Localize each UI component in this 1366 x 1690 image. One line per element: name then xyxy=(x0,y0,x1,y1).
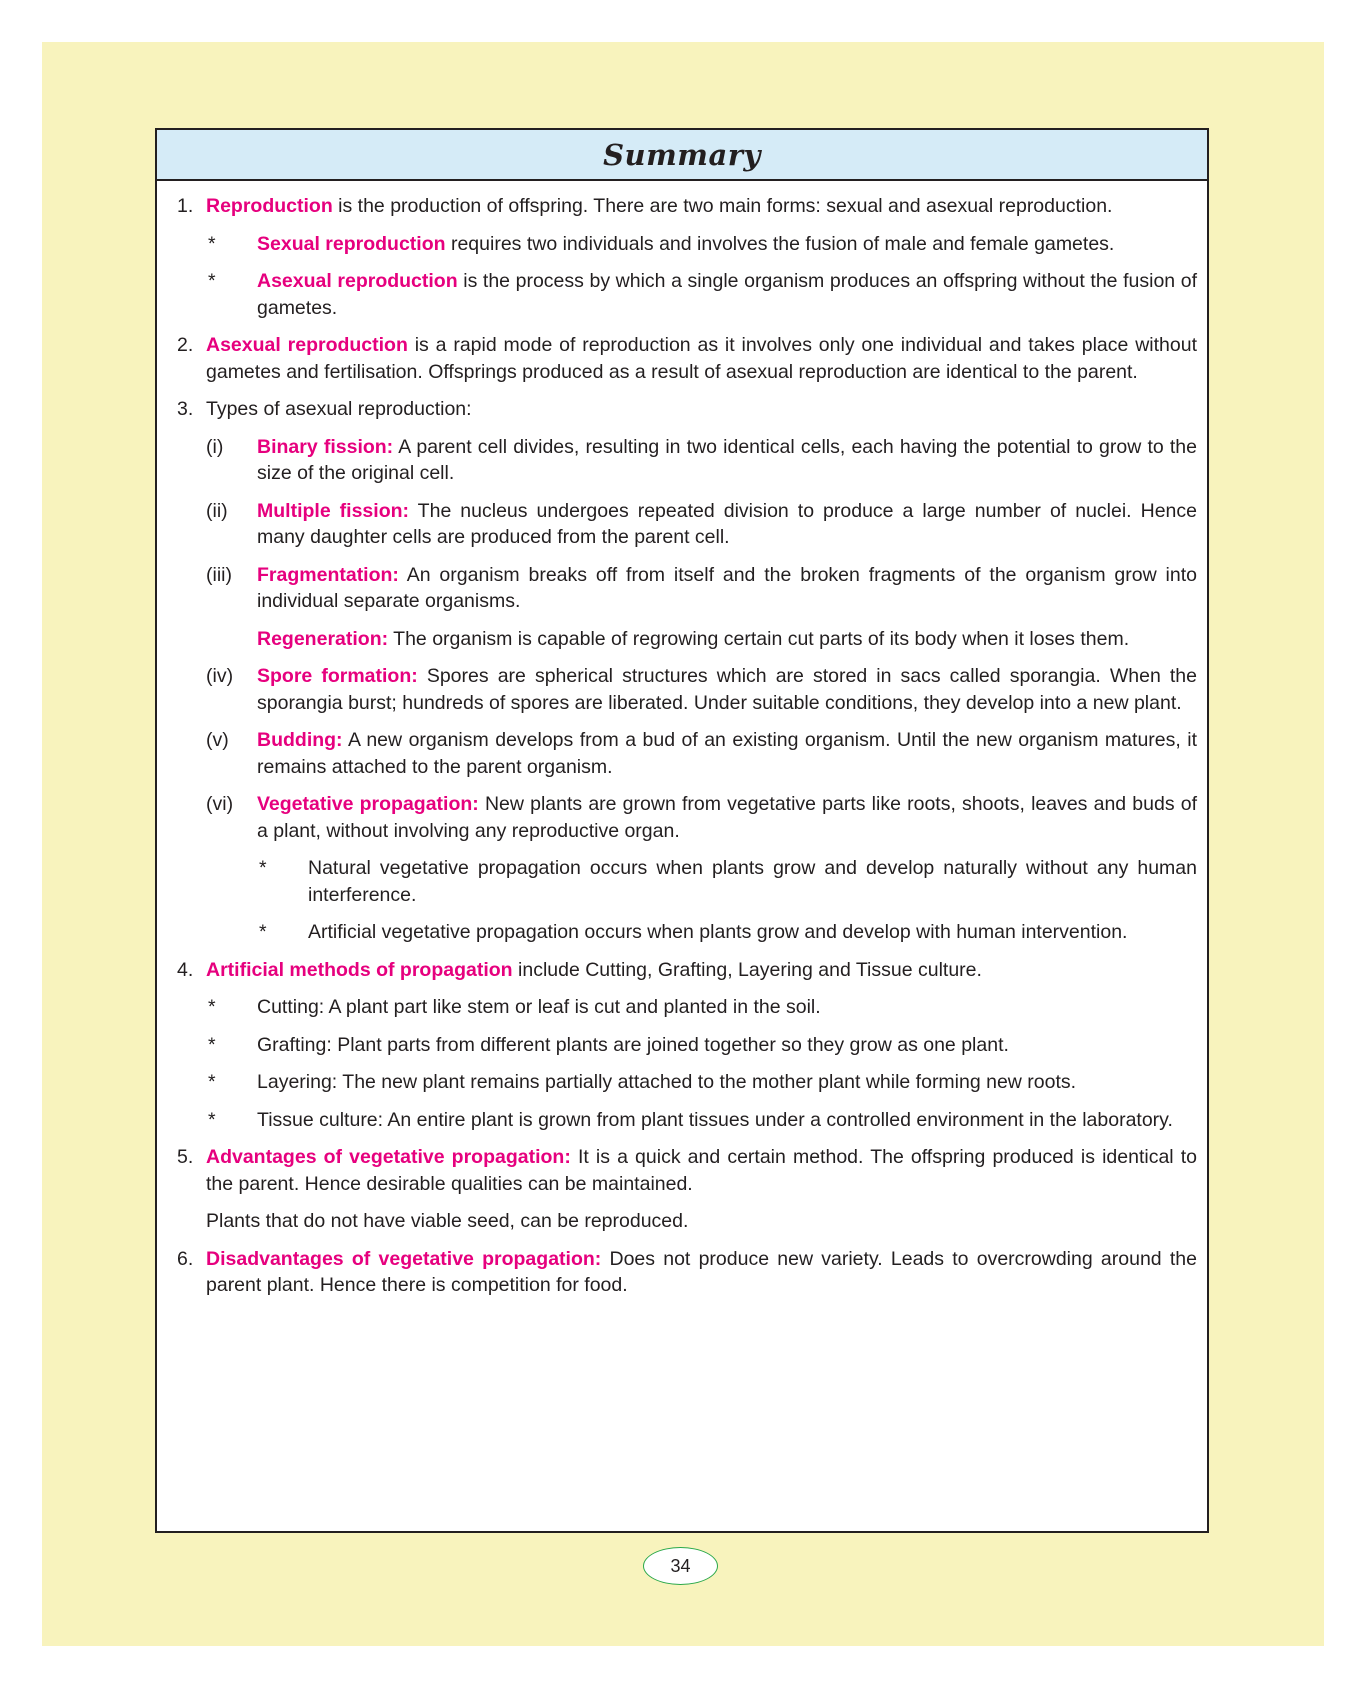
type-term: Spore formation: xyxy=(257,665,418,687)
item-number: 6. xyxy=(177,1247,194,1270)
sub-term: Sexual reproduction xyxy=(257,232,446,255)
summary-title: Summary xyxy=(603,137,761,172)
sub-item xyxy=(206,1032,1197,1059)
item-number: 2. xyxy=(177,334,194,356)
type-item-regeneration xyxy=(257,626,1197,653)
sub-item xyxy=(206,268,1197,321)
type-term: Budding: xyxy=(257,729,343,751)
item-text: include Cutting, Grafting, Layering and Tissue culture. xyxy=(512,958,982,981)
bullet-mark: * xyxy=(208,996,216,1018)
type-text: New plants are grown from vegetative parts like roots, shoots, leaves and buds of a plant, without involving any reproductive organ. xyxy=(257,793,1198,842)
item-number: 5. xyxy=(177,1146,194,1168)
bullet-mark: * xyxy=(208,1108,216,1131)
bullet-mark: * xyxy=(208,1033,216,1056)
type-text: The nucleus undergoes repeated division to produce a large number of nuclei. Hence many daughter cells are produced from the parent cell. xyxy=(257,499,1197,548)
type-text: An organism breaks off from itself and the broken fragments of the organism grow into individual separate organisms. xyxy=(257,563,1197,612)
type-term: Regeneration: xyxy=(257,627,389,650)
item-text: Does not produce new variety. Leads to overcrowding around the parent plant. Hence there is competition for food. xyxy=(206,1247,1197,1296)
bullet-mark: * xyxy=(208,232,216,255)
item-number: 3. xyxy=(177,398,194,420)
item-text: is a rapid mode of reproduction as it involves only one individual and takes place without gametes and fertilisation. Offsprings produced as a result of asexual reproduction are identical to the parent. xyxy=(206,334,1197,383)
roman-mark: (iii) xyxy=(206,563,232,586)
item-term: Disadvantages of vegetative propagation: xyxy=(206,1247,602,1270)
item-text: is the production of offspring. There are two main forms: sexual and asexual reproduction. xyxy=(332,195,1113,217)
type-text: A new organism develops from a bud of an existing organism. Until the new organism matures, it remains attached to the parent organism. xyxy=(257,729,1197,778)
type-item xyxy=(206,498,1197,551)
sub-item xyxy=(206,231,1197,258)
type-item xyxy=(206,562,1197,615)
sub-text: Grafting: Plant parts from different plants are joined together so they grow as one plant. xyxy=(257,1033,1009,1056)
type-term: Binary fission: xyxy=(257,435,394,458)
type-term: Multiple fission: xyxy=(257,499,410,522)
roman-mark: (vi) xyxy=(206,793,234,815)
type-item xyxy=(206,434,1197,487)
summary-content xyxy=(157,181,1207,1299)
summary-item-5 xyxy=(167,1144,1197,1235)
summary-item-2 xyxy=(167,332,1197,385)
sub-text: Tissue culture: An entire plant is grown from plant tissues under a controlled environment in the laboratory. xyxy=(257,1108,1173,1131)
item-extra-text: Plants that do not have viable seed, can be reproduced. xyxy=(206,1210,689,1232)
summary-item-6 xyxy=(167,1246,1197,1299)
bullet-mark: * xyxy=(259,921,267,943)
summary-item-4 xyxy=(167,957,1197,1134)
sub-term: Asexual reproduction xyxy=(257,270,458,292)
veg-sub-text: Natural vegetative propagation occurs when plants grow and develop naturally without any human interference. xyxy=(308,857,1197,906)
item-number: 1. xyxy=(177,195,194,217)
sub-text: Layering: The new plant remains partially attached to the mother plant while forming new roots. xyxy=(257,1071,1077,1093)
item-term: Reproduction xyxy=(206,195,333,217)
veg-sub-text: Artificial vegetative propagation occurs when plants grow and develop with human intervention. xyxy=(308,921,1128,943)
veg-sub-item xyxy=(257,855,1197,908)
sub-text: requires two individuals and involves the fusion of male and female gametes. xyxy=(445,232,1115,255)
page-number: 34 xyxy=(643,1547,718,1585)
roman-mark: (v) xyxy=(206,729,229,751)
item-term: Artificial methods of propagation xyxy=(206,958,513,981)
sub-item xyxy=(206,994,1197,1021)
sub-item xyxy=(206,1107,1197,1134)
type-item xyxy=(206,791,1197,946)
sub-text: Cutting: A plant part like stem or leaf is cut and planted in the soil. xyxy=(257,996,821,1018)
type-text: A parent cell divides, resulting in two identical cells, each having the potential to grow to the size of the original cell. xyxy=(257,435,1197,484)
summary-item-1 xyxy=(167,193,1197,321)
item-term: Asexual reproduction xyxy=(206,334,408,356)
summary-header xyxy=(157,130,1207,181)
roman-mark: (ii) xyxy=(206,499,228,522)
bullet-mark: * xyxy=(208,270,216,292)
type-text: The organism is capable of regrowing certain cut parts of its body when it loses them. xyxy=(388,627,1130,650)
bullet-mark: * xyxy=(208,1071,216,1093)
item-text: It is a quick and certain method. The offspring produced is identical to the parent. Hence desirable qualities can be maintained. xyxy=(206,1146,1197,1195)
summary-box xyxy=(155,128,1209,1533)
item-number: 4. xyxy=(177,958,194,981)
type-term: Fragmentation: xyxy=(257,563,399,586)
type-text: Spores are spherical structures which are stored in sacs called sporangia. When the sporangia burst; hundreds of spores are liberated. Under suitable conditions, they develop into a new plant. xyxy=(257,665,1197,714)
bullet-mark: * xyxy=(259,857,267,879)
item-text: Types of asexual reproduction: xyxy=(206,398,472,420)
sub-item xyxy=(206,1069,1197,1096)
summary-item-3 xyxy=(167,396,1197,946)
type-item xyxy=(206,727,1197,780)
item-term: Advantages of vegetative propagation: xyxy=(206,1146,571,1168)
veg-sub-item xyxy=(257,919,1197,946)
type-term: Vegetative propagation: xyxy=(257,793,479,815)
type-item xyxy=(206,663,1197,716)
roman-mark: (iv) xyxy=(206,665,234,687)
roman-mark: (i) xyxy=(206,435,224,458)
sub-text: is the process by which a single organism produces an offspring without the fusion of gametes. xyxy=(257,270,1197,319)
